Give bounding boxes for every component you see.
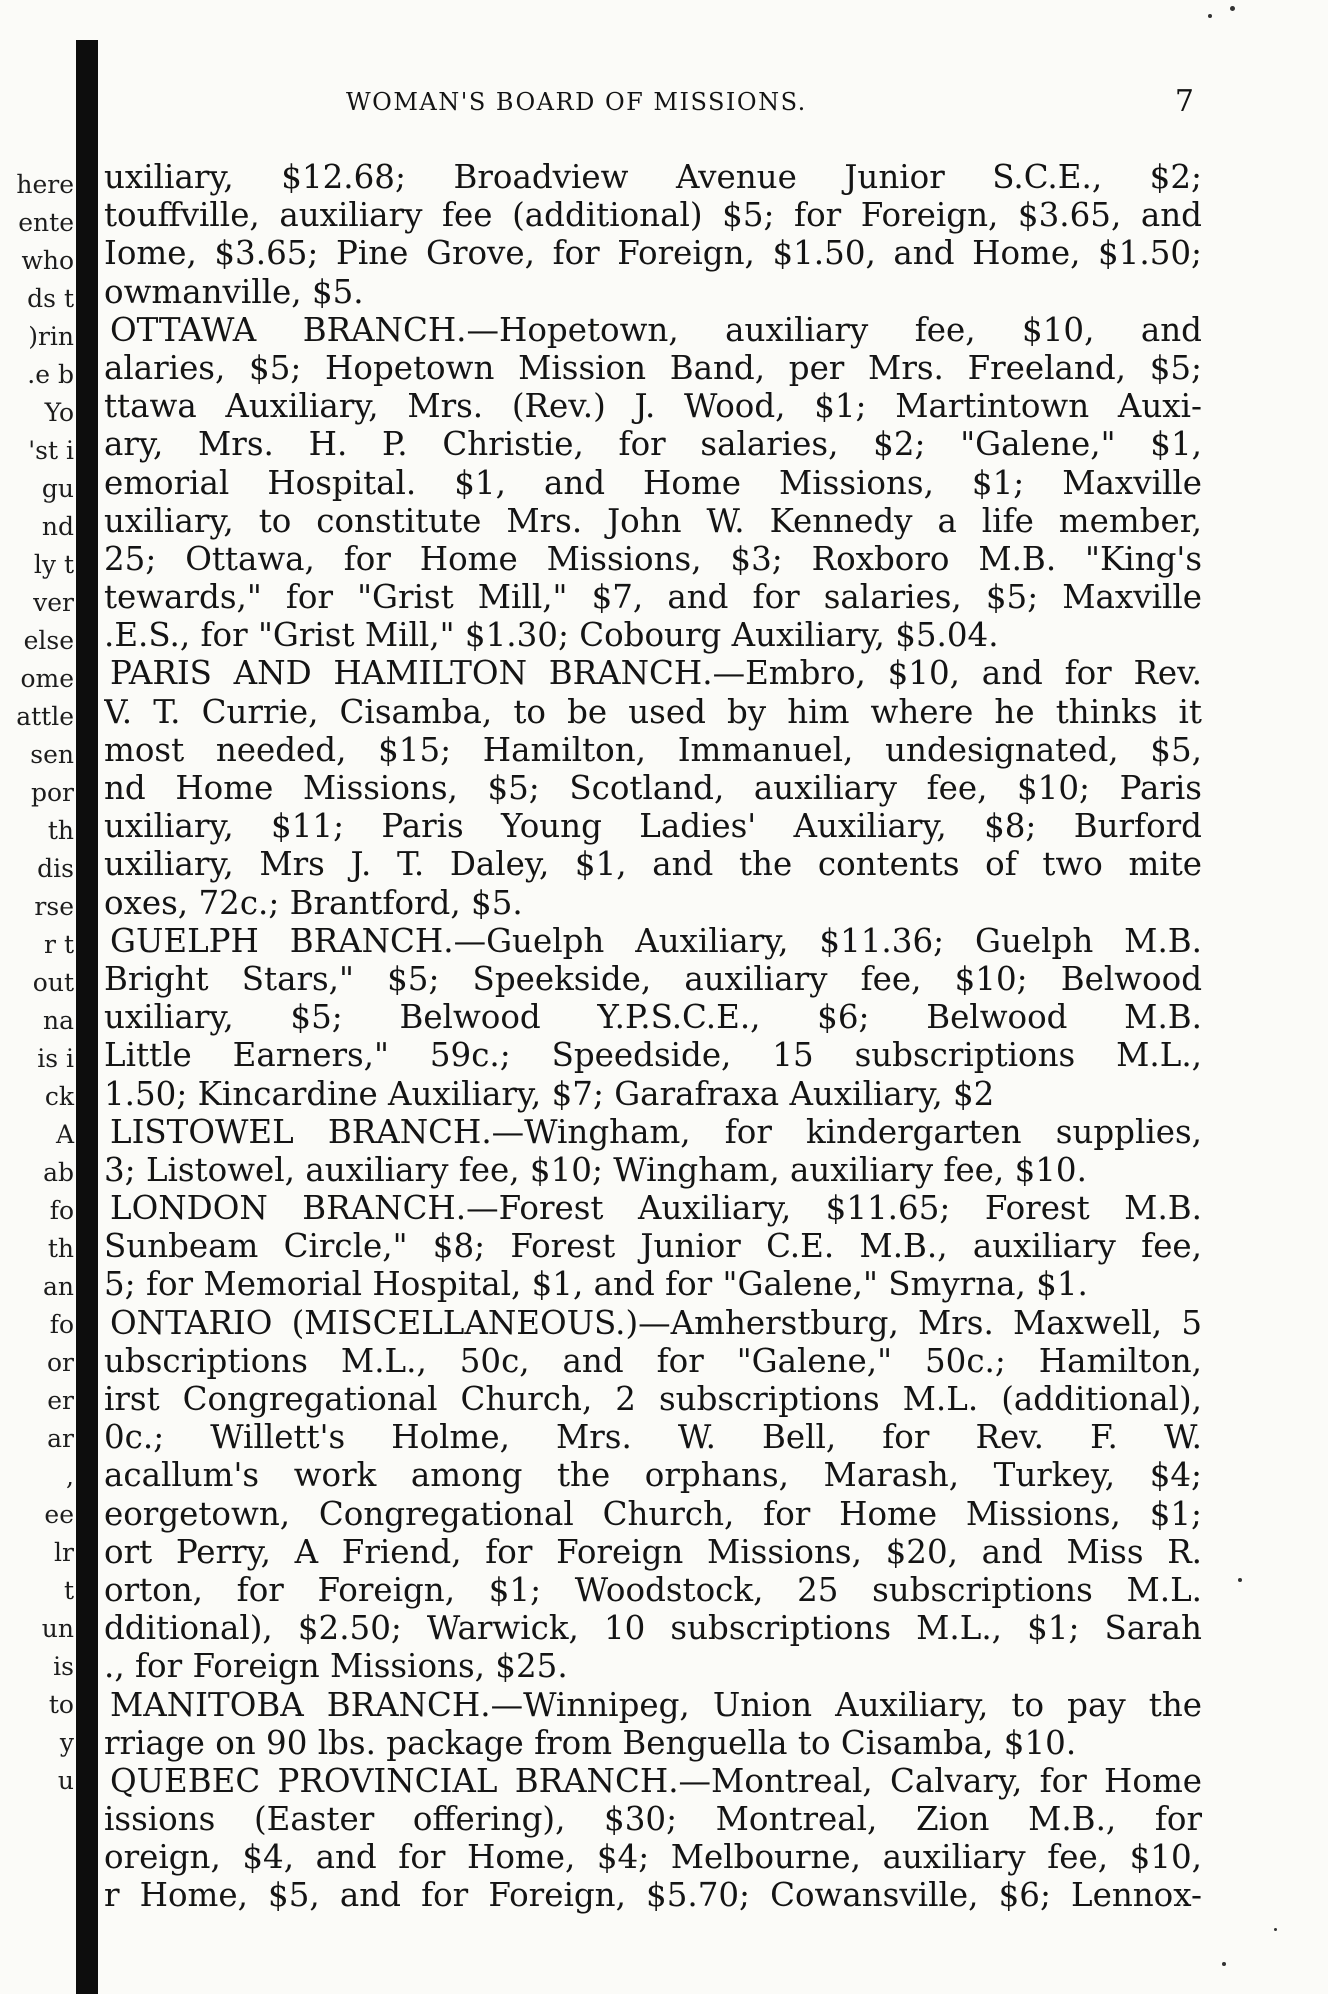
text-line: uxiliary, $11; Paris Young Ladies' Auxiliary, $8; Burford	[104, 807, 1202, 846]
branch-heading-line: QUEBEC PROVINCIAL BRANCH.—Montreal, Calvary, for Home	[110, 1761, 1202, 1800]
text-line: V. T. Currie, Cisamba, to be used by him where he thinks it	[104, 692, 1202, 731]
left-fragment: fo	[49, 1310, 74, 1339]
left-fragment: u	[57, 1766, 74, 1795]
left-fragment: fo	[49, 1196, 74, 1225]
text-line: oxes, 72c.; Brantford, $5.	[104, 883, 523, 922]
left-fragment: ab	[43, 1158, 74, 1187]
text-line: dditional), $2.50; Warwick, 10 subscriptions M.L., $1; Sarah	[104, 1609, 1202, 1648]
left-fragment: lr	[54, 1538, 74, 1567]
text-line: 3; Listowel, auxiliary fee, $10; Wingham, auxiliary fee, $10.	[104, 1150, 1087, 1189]
left-fragment: or	[46, 1348, 74, 1377]
branch-heading-line: MANITOBA BRANCH.—Winnipeg, Union Auxiliary, to pay the	[110, 1685, 1202, 1724]
text-line: ort Perry, A Friend, for Foreign Missions, $20, and Miss R.	[104, 1532, 1202, 1571]
left-fragment: out	[32, 968, 74, 997]
left-fragment: sen	[30, 740, 74, 769]
left-fragment: gu	[41, 474, 74, 503]
running-title: WOMAN'S BOARD OF MISSIONS.	[346, 88, 807, 116]
left-fragment: Yo	[44, 398, 74, 427]
left-fragment: ,	[66, 1462, 74, 1491]
left-fragment: t	[63, 1576, 74, 1605]
text-line: uxiliary, Mrs J. T. Daley, $1, and the contents of two mite	[104, 845, 1202, 884]
text-line: issions (Easter offering), $30; Montreal, Zion M.B., for	[104, 1800, 1202, 1839]
binding-gutter	[76, 40, 98, 1994]
page-number: 7	[1174, 84, 1194, 119]
text-line: emorial Hospital. $1, and Home Missions, $1; Maxville	[104, 463, 1202, 502]
left-fragment: is i	[37, 1044, 74, 1073]
left-fragment: else	[23, 626, 74, 655]
branch-heading-line: ONTARIO (MISCELLANEOUS.)—Amherstburg, Mrs. Maxwell, 5	[110, 1303, 1202, 1342]
text-line: Sunbeam Circle," $8; Forest Junior C.E. M.B., auxiliary fee,	[104, 1227, 1202, 1266]
left-fragment: is	[53, 1652, 74, 1681]
left-fragment: dis	[37, 854, 74, 883]
branch-heading-line: GUELPH BRANCH.—Guelph Auxiliary, $11.36; Guelph M.B.	[110, 921, 1202, 960]
text-line: 25; Ottawa, for Home Missions, $3; Roxboro M.B. "King's	[104, 539, 1202, 578]
text-line: uxiliary, to constitute Mrs. John W. Kennedy a life member,	[104, 501, 1202, 540]
left-fragment: ee	[44, 1500, 74, 1529]
text-line: tewards," for "Grist Mill," $7, and for salaries, $5; Maxville	[104, 578, 1202, 617]
text-line: 5; for Memorial Hospital, $1, and for "Galene," Smyrna, $1.	[104, 1265, 1088, 1304]
text-line: .E.S., for "Grist Mill," $1.30; Cobourg Auxiliary, $5.04.	[104, 616, 999, 655]
text-line: acallum's work among the orphans, Marash, Turkey, $4;	[104, 1456, 1202, 1495]
left-fragment: ome	[20, 664, 74, 693]
branch-heading-line: LISTOWEL BRANCH.—Wingham, for kindergarten supplies,	[110, 1112, 1202, 1151]
left-fragment: rse	[34, 892, 74, 921]
text-line: r Home, $5, and for Foreign, $5.70; Cowansville, $6; Lennox-	[104, 1876, 1202, 1915]
left-fragment: er	[47, 1386, 74, 1415]
text-line: alaries, $5; Hopetown Mission Band, per Mrs. Freeland, $5;	[104, 348, 1202, 387]
left-fragment: un	[41, 1614, 74, 1643]
left-fragment: ver	[33, 588, 74, 617]
text-line: ary, Mrs. H. P. Christie, for salaries, $2; "Galene," $1,	[104, 425, 1202, 464]
text-line: Little Earners," 59c.; Speedside, 15 subscriptions M.L.,	[104, 1036, 1202, 1075]
left-fragment: ar	[47, 1424, 74, 1453]
text-line: owmanville, $5.	[104, 272, 364, 311]
left-fragment: A	[55, 1120, 74, 1149]
text-line: oreign, $4, and for Home, $4; Melbourne, auxiliary fee, $10,	[104, 1838, 1202, 1877]
left-fragment: 'st i	[28, 436, 74, 465]
text-line: touffville, auxiliary fee (additional) $5; for Foreign, $3.65, and	[104, 196, 1202, 235]
left-fragment: por	[30, 778, 74, 807]
text-line: nd Home Missions, $5; Scotland, auxiliary fee, $10; Paris	[104, 769, 1202, 807]
left-fragment: ly t	[33, 550, 74, 579]
text-line: 1.50; Kincardine Auxiliary, $7; Garafraxa Auxiliary, $2	[104, 1074, 995, 1113]
page-header	[98, 84, 1246, 124]
left-fragment: to	[48, 1690, 74, 1719]
text-line: ttawa Auxiliary, Mrs. (Rev.) J. Wood, $1; Martintown Auxi-	[104, 387, 1202, 426]
left-fragment: na	[42, 1006, 74, 1035]
branch-heading-line: PARIS AND HAMILTON BRANCH.—Embro, $10, and for Rev.	[110, 654, 1202, 693]
branch-heading-line: OTTAWA BRANCH.—Hopetown, auxiliary fee, $10, and	[110, 310, 1202, 349]
left-fragment: ds t	[27, 284, 74, 313]
text-line: Iome, $3.65; Pine Grove, for Foreign, $1.50, and Home, $1.50;	[104, 234, 1202, 273]
text-line: Bright Stars," $5; Speekside, auxiliary fee, $10; Belwood	[104, 959, 1202, 998]
branch-heading-line: LONDON BRANCH.—Forest Auxiliary, $11.65; Forest M.B.	[110, 1189, 1202, 1228]
text-line: rriage on 90 lbs. package from Benguella to Cisamba, $10.	[104, 1723, 1077, 1762]
text-line: uxiliary, $12.68; Broadview Avenue Junior S.C.E., $2;	[104, 158, 1202, 196]
text-line: ., for Foreign Missions, $25.	[104, 1647, 568, 1686]
text-line: uxiliary, $5; Belwood Y.P.S.C.E., $6; Belwood M.B.	[104, 998, 1202, 1037]
left-fragment: here	[16, 170, 74, 199]
text-line: ubscriptions M.L., 50c, and for "Galene," 50c.; Hamilton,	[104, 1341, 1202, 1380]
text-line: most needed, $15; Hamilton, Immanuel, undesignated, $5,	[104, 730, 1202, 769]
left-fragment: .e b	[27, 360, 74, 389]
left-fragment: th	[47, 1234, 74, 1263]
left-fragment: attle	[16, 702, 74, 731]
text-line: orton, for Foreign, $1; Woodstock, 25 subscriptions M.L.	[104, 1570, 1202, 1609]
left-fragment: )rin	[28, 322, 74, 351]
left-page-fragments	[0, 166, 76, 1800]
left-fragment: ck	[44, 1082, 74, 1111]
text-line: irst Congregational Church, 2 subscriptions M.L. (additional),	[104, 1380, 1202, 1418]
left-fragment: ente	[18, 208, 74, 237]
text-line: 0c.; Willett's Holme, Mrs. W. Bell, for Rev. F. W.	[104, 1418, 1202, 1457]
left-fragment: an	[42, 1272, 74, 1301]
left-fragment: th	[47, 816, 74, 845]
left-fragment: nd	[41, 512, 74, 541]
left-fragment: who	[21, 246, 74, 275]
donations-text	[104, 158, 1202, 1915]
left-fragment: y	[59, 1728, 74, 1757]
left-fragment: r t	[44, 930, 74, 959]
text-line: eorgetown, Congregational Church, for Home Missions, $1;	[104, 1494, 1202, 1533]
